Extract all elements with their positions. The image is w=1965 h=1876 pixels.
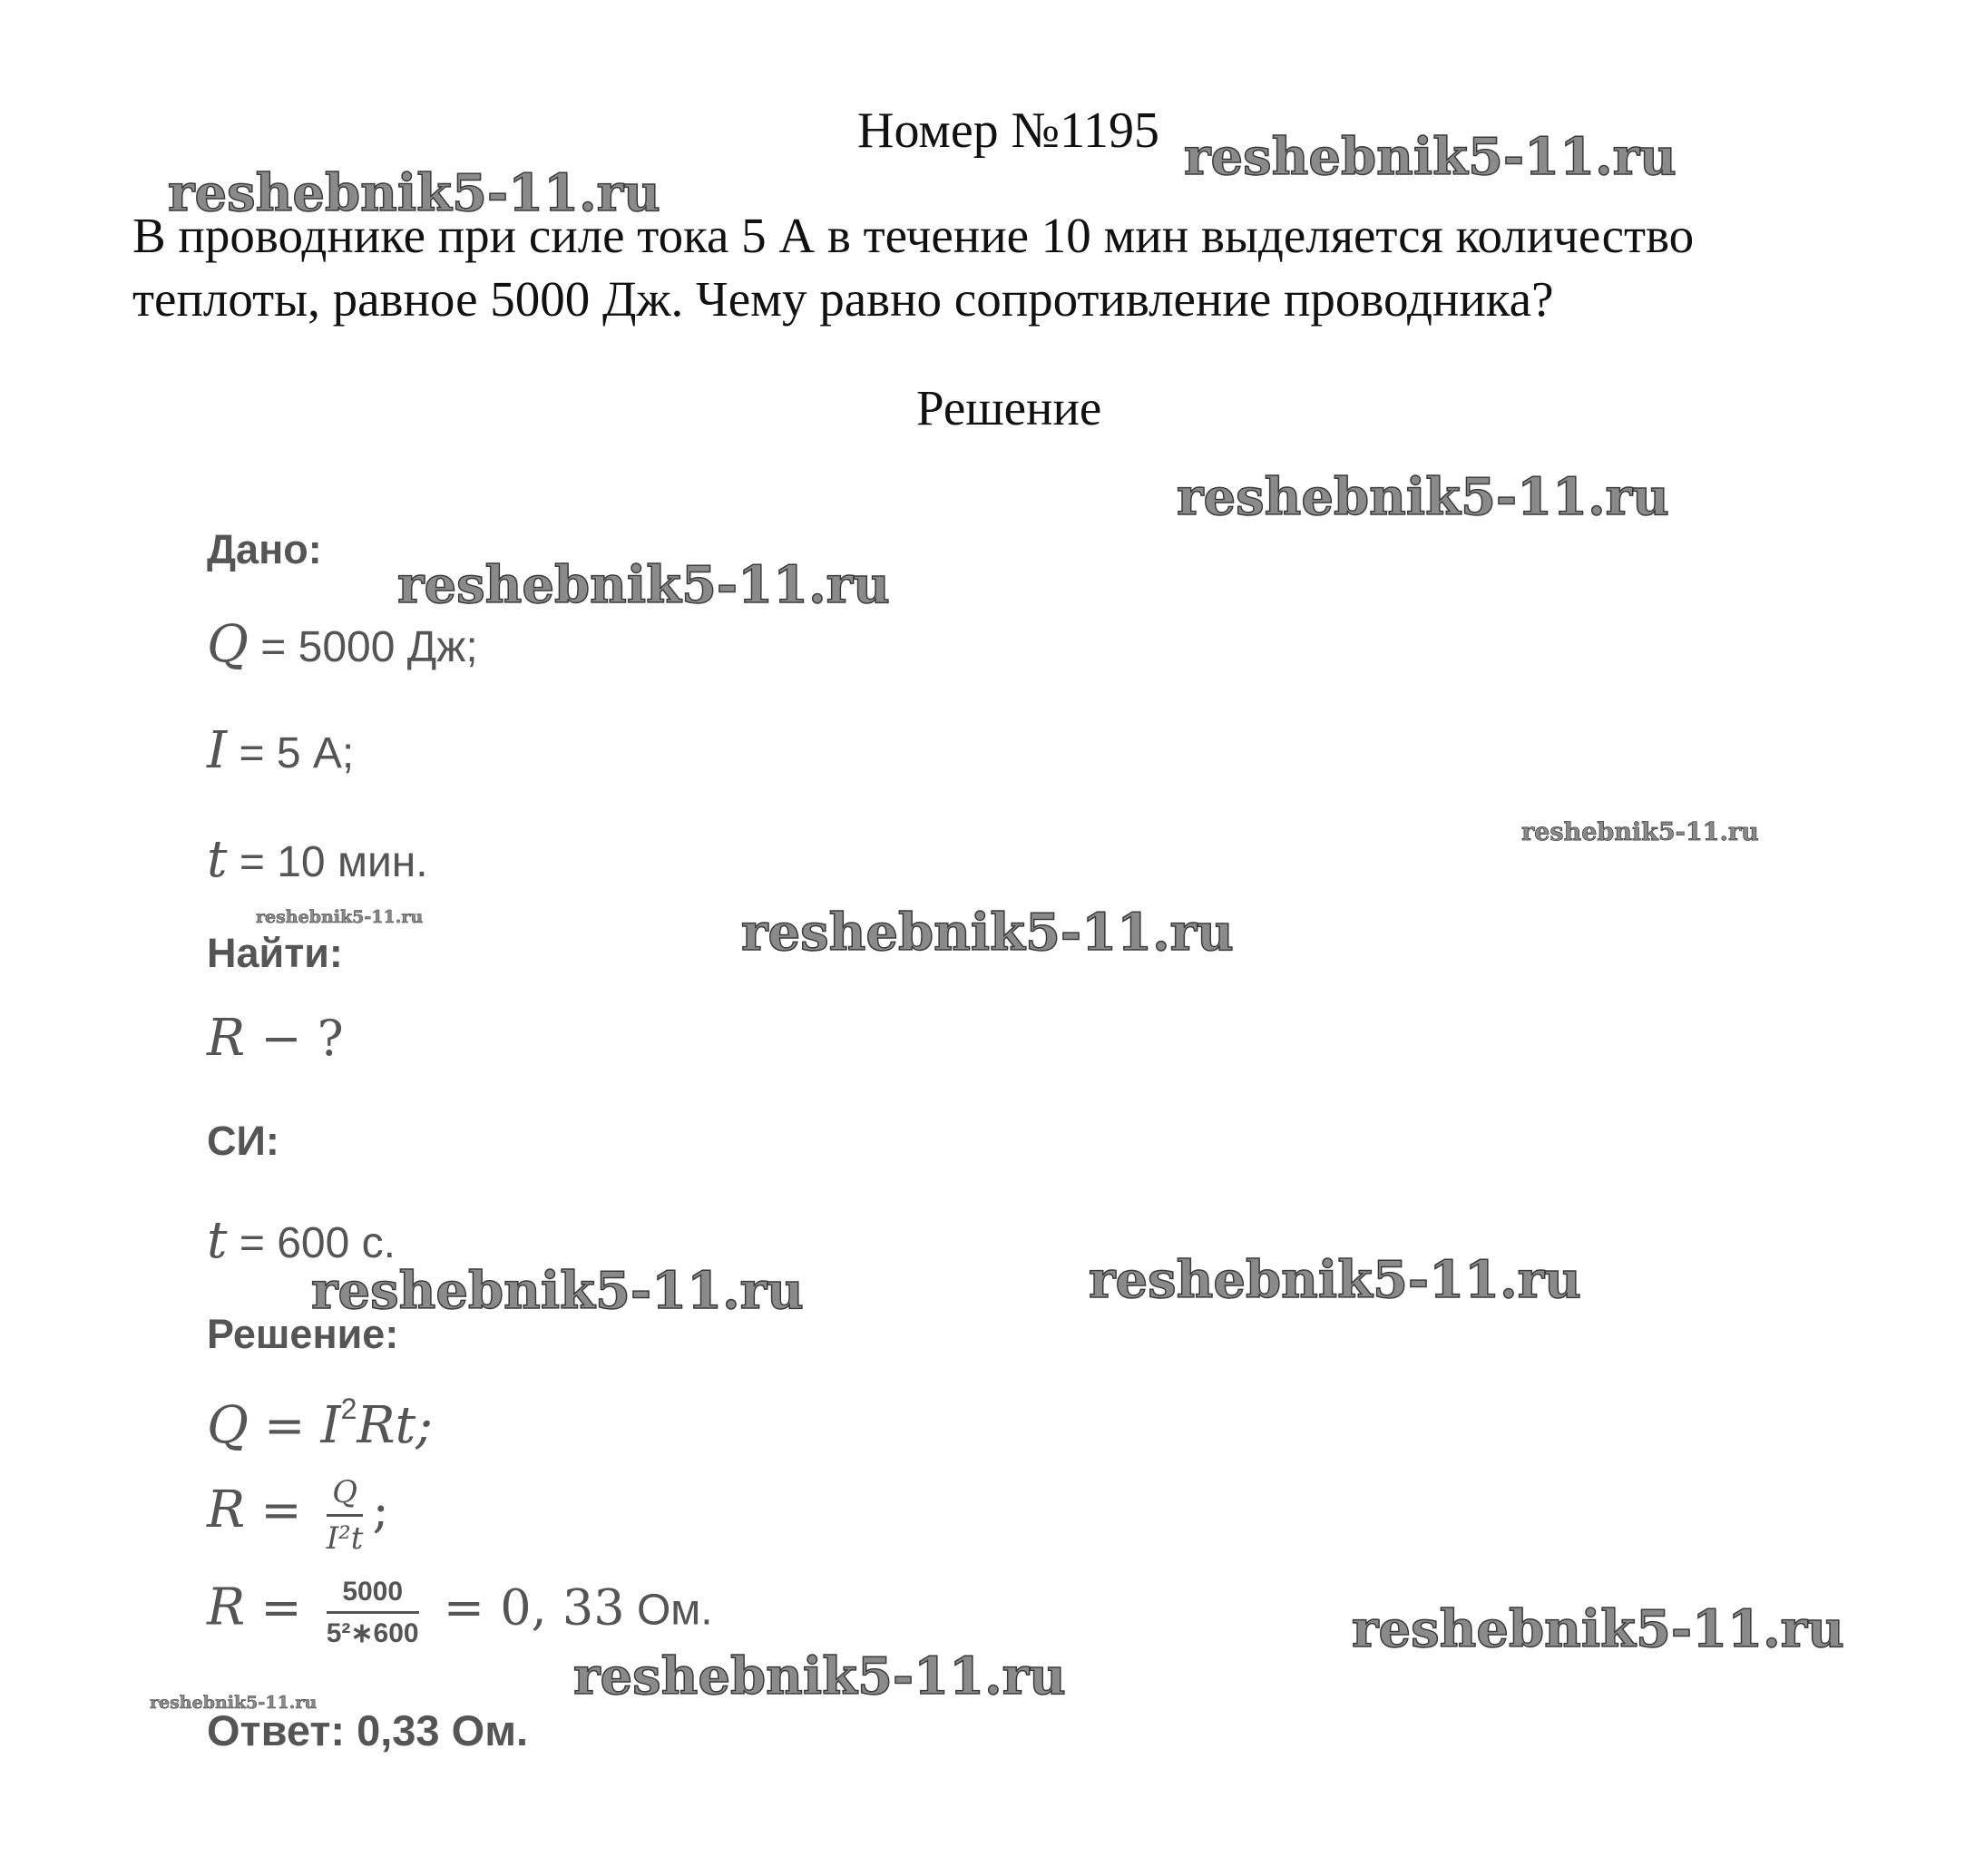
watermark: reshebnik5-11.ru	[573, 1646, 1066, 1706]
page-title: Номер №1195	[857, 103, 1160, 159]
watermark: reshebnik5-11.ru	[1184, 127, 1677, 187]
given-q	[207, 615, 478, 674]
solution-heading: Решение	[916, 380, 1102, 435]
watermark: reshebnik5-11.ru	[256, 907, 424, 927]
value-r: − ?	[245, 1010, 344, 1067]
watermark: reshebnik5-11.ru	[1352, 1599, 1844, 1659]
f2-end: ;	[372, 1481, 389, 1539]
symbol-t: t	[207, 830, 228, 889]
given-label: Дано:	[207, 526, 322, 572]
find-label: Найти:	[207, 930, 343, 976]
f2-r: R	[207, 1480, 246, 1540]
f2-fraction	[327, 1474, 364, 1557]
f3-result: = 0, 33	[427, 1578, 625, 1637]
f3-den: 5²∗600	[326, 1618, 419, 1648]
given-t	[207, 830, 428, 889]
f1-q: Q	[207, 1396, 249, 1455]
watermark: reshebnik5-11.ru	[150, 1693, 318, 1713]
f3-num: 5000	[327, 1577, 419, 1614]
problem-line-1: В проводнике при силе тока 5 А в течение 10 мин выделяется количество	[132, 208, 1695, 263]
f3-fraction	[327, 1577, 419, 1649]
f2-eq: =	[245, 1481, 318, 1539]
f3-r: R	[207, 1578, 246, 1637]
formula-1	[207, 1392, 433, 1455]
formula-3	[207, 1577, 713, 1649]
watermark: reshebnik5-11.ru	[168, 163, 660, 223]
value-t: = 10 мин.	[227, 838, 428, 886]
value-q: = 5000 Дж;	[248, 623, 478, 671]
f1-i: I	[320, 1396, 341, 1455]
f3-eq: =	[245, 1578, 318, 1637]
f2-den: I²t	[326, 1520, 364, 1557]
problem-statement	[132, 204, 1911, 331]
value-i: = 5 А;	[227, 729, 355, 777]
solve-label: Решение:	[207, 1311, 399, 1357]
watermark: reshebnik5-11.ru	[397, 555, 890, 615]
watermark: reshebnik5-11.ru	[1521, 818, 1759, 846]
watermark: reshebnik5-11.ru	[1089, 1250, 1581, 1310]
symbol-q: Q	[207, 615, 249, 674]
watermark: reshebnik5-11.ru	[741, 903, 1234, 962]
problem-line-2: теплоты, равное 5000 Дж. Чему равно сопротивление проводника?	[132, 271, 1554, 327]
find-r	[207, 1009, 344, 1068]
answer: Ответ: 0,33 Ом.	[207, 1706, 529, 1754]
symbol-r: R	[207, 1009, 246, 1068]
given-i	[207, 721, 354, 780]
watermark: reshebnik5-11.ru	[311, 1261, 804, 1321]
formula-2	[207, 1474, 389, 1557]
f2-num: Q	[327, 1474, 364, 1517]
f1-exp: 2	[340, 1392, 357, 1425]
si-label: СИ:	[207, 1118, 279, 1164]
symbol-i: I	[207, 721, 228, 780]
f1-eq: =	[248, 1397, 321, 1454]
f1-rt: Rt;	[357, 1396, 433, 1455]
watermark: reshebnik5-11.ru	[1177, 467, 1669, 527]
f3-unit: Ом.	[624, 1586, 713, 1635]
symbol-t-si: t	[207, 1211, 228, 1270]
value-t-si: = 600 с.	[227, 1219, 396, 1267]
